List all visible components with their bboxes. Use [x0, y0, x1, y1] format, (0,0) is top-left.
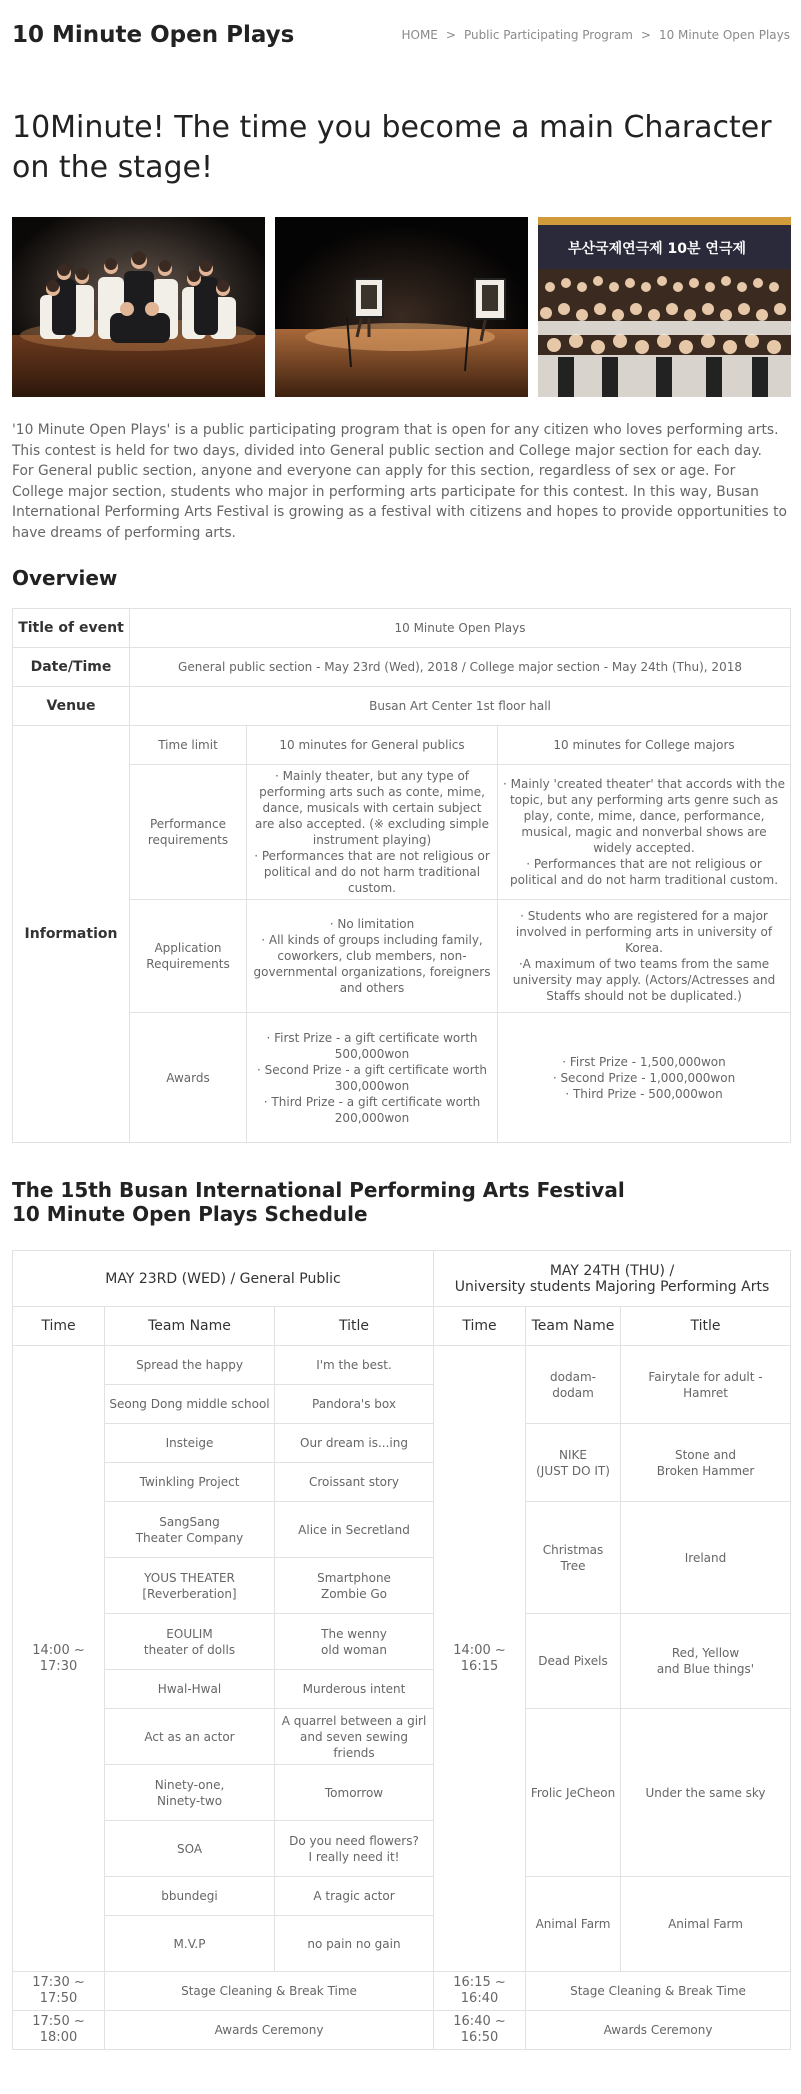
- day2-play-title: Ireland: [621, 1502, 791, 1614]
- day1-header: MAY 23RD (WED) / General Public: [13, 1251, 434, 1307]
- day1-play-title: Alice in Secretland: [275, 1502, 434, 1558]
- awards-general: · First Prize - a gift certificate worth 500,000won · Second Prize - a gift certificate worth 300,000won · Third Prize - a gift certificate worth 200,000won: [247, 1013, 498, 1143]
- schedule-row: [13, 1614, 791, 1670]
- day2-play-title: Red, Yellow and Blue things': [621, 1614, 791, 1709]
- application-requirements-college: · Students who are registered for a major involved in performing arts in university of Korea. ·A maximum of two teams from the same university may apply. (Actors/Actresses and Staffs should not be duplicated.): [498, 900, 791, 1013]
- schedule-row: [13, 1709, 791, 1765]
- day1-ceremony-label: Awards Ceremony: [105, 2011, 434, 2050]
- application-requirements-label: Application Requirements: [130, 900, 247, 1013]
- day1-play-title: A quarrel between a girl and seven sewing friends: [275, 1709, 434, 1765]
- top-bar: [12, 22, 790, 52]
- schedule-row: [13, 1346, 791, 1385]
- schedule-title: The 15th Busan International Performing Arts Festival 10 Minute Open Plays Schedule: [12, 1178, 625, 1226]
- breadcrumb-home-link[interactable]: HOME: [401, 28, 438, 42]
- schedule-table: [12, 1250, 791, 2050]
- day1-play-title: Croissant story: [275, 1463, 434, 1502]
- breadcrumb-separator: >: [445, 28, 456, 42]
- schedule-row: [13, 1502, 791, 1558]
- day1-time-range: 14:00 ~ 17:30: [13, 1346, 105, 1972]
- day1-play-title: Do you need flowers? I really need it!: [275, 1821, 434, 1877]
- column-header-time: Time: [434, 1307, 526, 1346]
- breadcrumb-separator: >: [640, 28, 651, 42]
- day1-team-name: SOA: [105, 1821, 275, 1877]
- photo-stage-frames: [275, 217, 528, 397]
- time-limit-label: Time limit: [130, 726, 247, 765]
- day2-break-label: Stage Cleaning & Break Time: [526, 1972, 791, 2011]
- day2-time-range: 14:00 ~ 16:15: [434, 1346, 526, 1972]
- overview-table: [12, 608, 791, 1143]
- day1-team-name: SangSang Theater Company: [105, 1502, 275, 1558]
- day1-play-title: Pandora's box: [275, 1385, 434, 1424]
- schedule-ceremony-row: [13, 2011, 791, 2050]
- day2-team-name: Dead Pixels: [526, 1614, 621, 1709]
- day2-header: MAY 24TH (THU) / University students Majoring Performing Arts: [434, 1251, 791, 1307]
- breadcrumb: [401, 28, 790, 42]
- awards-label: Awards: [130, 1013, 247, 1143]
- day1-break-time: 17:30 ~ 17:50: [13, 1972, 105, 2011]
- column-header-team-name: Team Name: [105, 1307, 275, 1346]
- day1-play-title: I'm the best.: [275, 1346, 434, 1385]
- day1-team-name: Seong Dong middle school: [105, 1385, 275, 1424]
- headline: 10Minute! The time you become a main Character on the stage!: [12, 110, 772, 185]
- day1-team-name: Twinkling Project: [105, 1463, 275, 1502]
- day2-team-name: NIKE (JUST DO IT): [526, 1424, 621, 1502]
- day2-ceremony-label: Awards Ceremony: [526, 2011, 791, 2050]
- day1-play-title: Murderous intent: [275, 1670, 434, 1709]
- intro-paragraph: '10 Minute Open Plays' is a public participating program that is open for any citizen who loves performing arts. This contest is held for two days, divided into General public section and College major section for each day. For General public section, anyone and everyone can apply for this section, regardless of sex or age. For College major section, students who major in performing arts participate for this contest. In this way, Busan International Performing Arts Festival is growing as a festival with citizens and hopes to provide opportunities to have dreams of performing arts.: [12, 422, 787, 541]
- banner-text: 부산국제연극제 10분 연극제: [568, 241, 746, 257]
- day1-team-name: YOUS THEATER [Reverberation]: [105, 1558, 275, 1614]
- day2-play-title: Animal Farm: [621, 1877, 791, 1972]
- photo-festival-group: [538, 217, 791, 397]
- day1-team-name: EOULIM theater of dolls: [105, 1614, 275, 1670]
- time-limit-general: 10 minutes for General publics: [247, 726, 498, 765]
- schedule-break-row: [13, 1972, 791, 2011]
- breadcrumb-current: 10 Minute Open Plays: [658, 28, 790, 42]
- event-label: Title of event: [13, 609, 130, 648]
- information-label: Information: [13, 726, 130, 1143]
- day2-team-name: Animal Farm: [526, 1877, 621, 1972]
- day1-team-name: Hwal-Hwal: [105, 1670, 275, 1709]
- page-title: 10 Minute Open Plays: [12, 22, 295, 48]
- event-value: 10 Minute Open Plays: [130, 609, 791, 648]
- overview-title: Overview: [12, 566, 118, 590]
- performance-requirements-general: · Mainly theater, but any type of performing arts such as conte, mime, dance, musicals with certain subject are also accepted. (※ excluding simple instrument playing) · Performances that are not religious or political and do not harm traditional custom.: [247, 765, 498, 900]
- day1-break-label: Stage Cleaning & Break Time: [105, 1972, 434, 2011]
- schedule-row: [13, 1424, 791, 1463]
- day1-team-name: M.V.P: [105, 1916, 275, 1972]
- day2-play-title: Fairytale for adult - Hamret: [621, 1346, 791, 1424]
- time-limit-college: 10 minutes for College majors: [498, 726, 791, 765]
- date-value: General public section - May 23rd (Wed), 2018 / College major section - May 24th (Thu), 2018: [130, 648, 791, 687]
- column-header-team-name: Team Name: [526, 1307, 621, 1346]
- application-requirements-general: · No limitation · All kinds of groups including family, coworkers, club members, non-governmental organizations, foreigners and others: [247, 900, 498, 1013]
- venue-value: Busan Art Center 1st floor hall: [130, 687, 791, 726]
- day2-team-name: dodam-dodam: [526, 1346, 621, 1424]
- day1-team-name: Act as an actor: [105, 1709, 275, 1765]
- date-label: Date/Time: [13, 648, 130, 687]
- column-header-title: Title: [621, 1307, 791, 1346]
- day1-play-title: The wenny old woman: [275, 1614, 434, 1670]
- day1-play-title: A tragic actor: [275, 1877, 434, 1916]
- day2-break-time: 16:15 ~ 16:40: [434, 1972, 526, 2011]
- schedule-day-header-row: [13, 1251, 791, 1307]
- day1-team-name: bbundegi: [105, 1877, 275, 1916]
- day2-ceremony-time: 16:40 ~ 16:50: [434, 2011, 526, 2050]
- day1-team-name: Insteige: [105, 1424, 275, 1463]
- day2-team-name: Frolic JeCheon: [526, 1709, 621, 1877]
- day1-ceremony-time: 17:50 ~ 18:00: [13, 2011, 105, 2050]
- day2-play-title: Under the same sky: [621, 1709, 791, 1877]
- day1-play-title: Tomorrow: [275, 1765, 434, 1821]
- day1-play-title: no pain no gain: [275, 1916, 434, 1972]
- schedule-row: [13, 1877, 791, 1916]
- venue-label: Venue: [13, 687, 130, 726]
- awards-college: · First Prize - 1,500,000won · Second Prize - 1,000,000won · Third Prize - 500,000won: [498, 1013, 791, 1143]
- day2-play-title: Stone and Broken Hammer: [621, 1424, 791, 1502]
- photo-group-performers: [12, 217, 265, 397]
- performance-requirements-college: · Mainly 'created theater' that accords with the topic, but any performing arts genre such as play, conte, mime, dance, performance, musical, magic and nonverbal shows are widely accepted. · Performances that are not religious or political and do not harm traditional custom.: [498, 765, 791, 900]
- day1-play-title: Our dream is...ing: [275, 1424, 434, 1463]
- day1-team-name: Spread the happy: [105, 1346, 275, 1385]
- schedule-column-header-row: [13, 1307, 791, 1346]
- column-header-title: Title: [275, 1307, 434, 1346]
- day1-team-name: Ninety-one, Ninety-two: [105, 1765, 275, 1821]
- day2-team-name: Christmas Tree: [526, 1502, 621, 1614]
- day1-play-title: Smartphone Zombie Go: [275, 1558, 434, 1614]
- performance-requirements-label: Performance requirements: [130, 765, 247, 900]
- breadcrumb-program-link[interactable]: Public Participating Program: [463, 28, 633, 42]
- column-header-time: Time: [13, 1307, 105, 1346]
